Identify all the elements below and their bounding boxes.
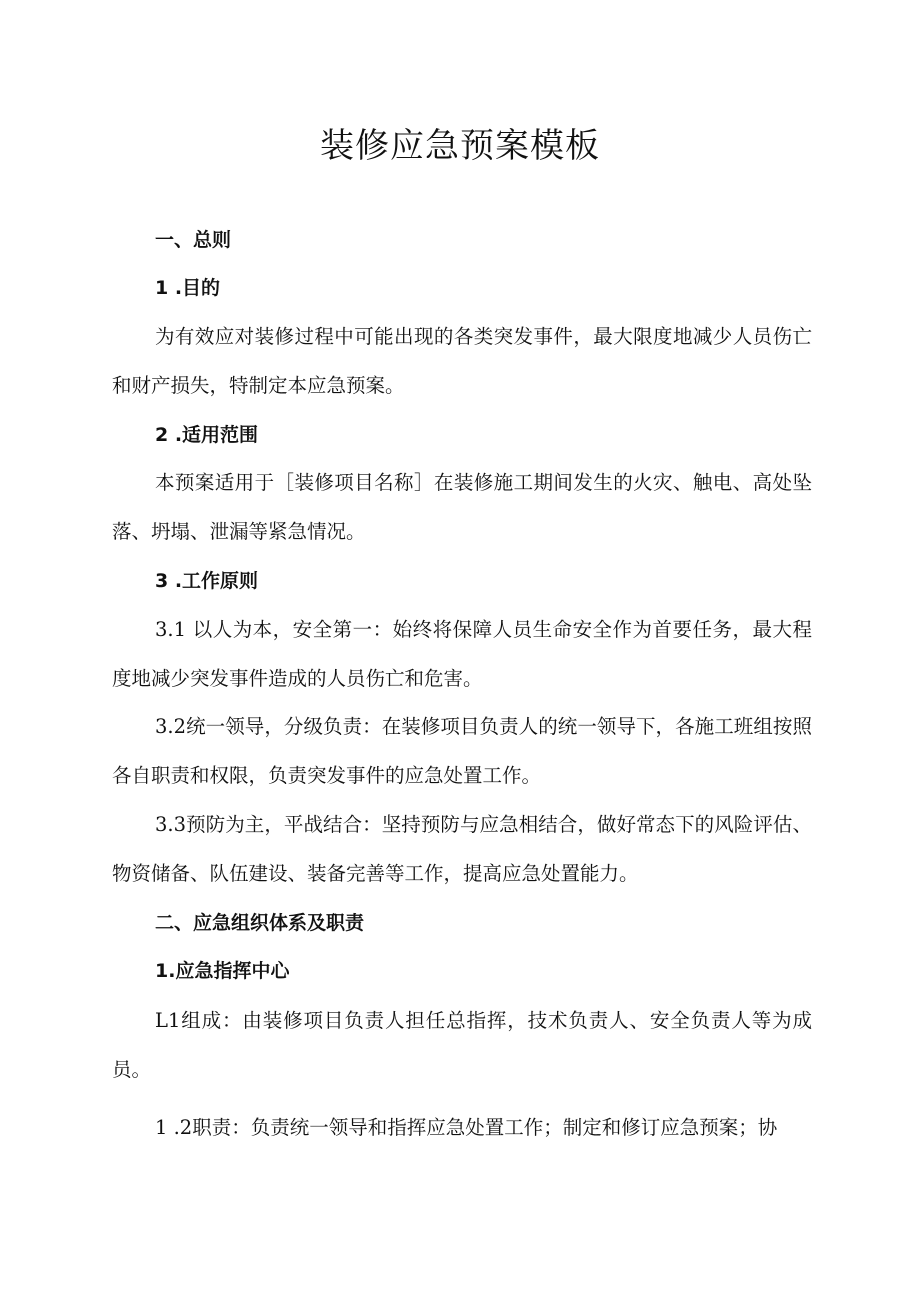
- paragraph-principle-3-3: 3.3预防为主，平战结合：坚持预防与应急相结合，做好常态下的风险评估、物资储备、队伍建设、装备完善等工作，提高应急处置能力。: [112, 813, 812, 885]
- subheading-purpose: 1 .目的: [155, 277, 221, 299]
- paragraph-scope: 本预案适用于［装修项目名称］在装修施工期间发生的火灾、触电、高处坠落、坍塌、泄漏等紧急情况。: [112, 471, 812, 543]
- section-heading-general: 一、总则: [155, 229, 232, 251]
- section-heading-organization: 二、应急组织体系及职责: [155, 912, 365, 934]
- paragraph-duties: 1 .2职责：负责统一领导和指挥应急处置工作；制定和修订应急预案；协: [155, 1116, 778, 1139]
- paragraph-composition: L1组成：由装修项目负责人担任总指挥，技术负责人、安全负责人等为成员。: [112, 1009, 812, 1081]
- document-title: 装修应急预案模板: [320, 126, 600, 166]
- subheading-principles: 3 .工作原则: [155, 570, 259, 592]
- paragraph-principle-3-2: 3.2统一领导，分级负责：在装修项目负责人的统一领导下，各施工班组按照各自职责和权限，负责突发事件的应急处置工作。: [112, 715, 812, 787]
- paragraph-principle-3-1: 3.1 以人为本，安全第一：始终将保障人员生命安全作为首要任务，最大程度地减少突发事件造成的人员伤亡和危害。: [112, 618, 812, 690]
- paragraph-purpose: 为有效应对装修过程中可能出现的各类突发事件，最大限度地减少人员伤亡和财产损失，特制定本应急预案。: [112, 325, 812, 397]
- subheading-scope: 2 .适用范围: [155, 424, 259, 446]
- subheading-command-center: 1.应急指挥中心: [155, 960, 290, 982]
